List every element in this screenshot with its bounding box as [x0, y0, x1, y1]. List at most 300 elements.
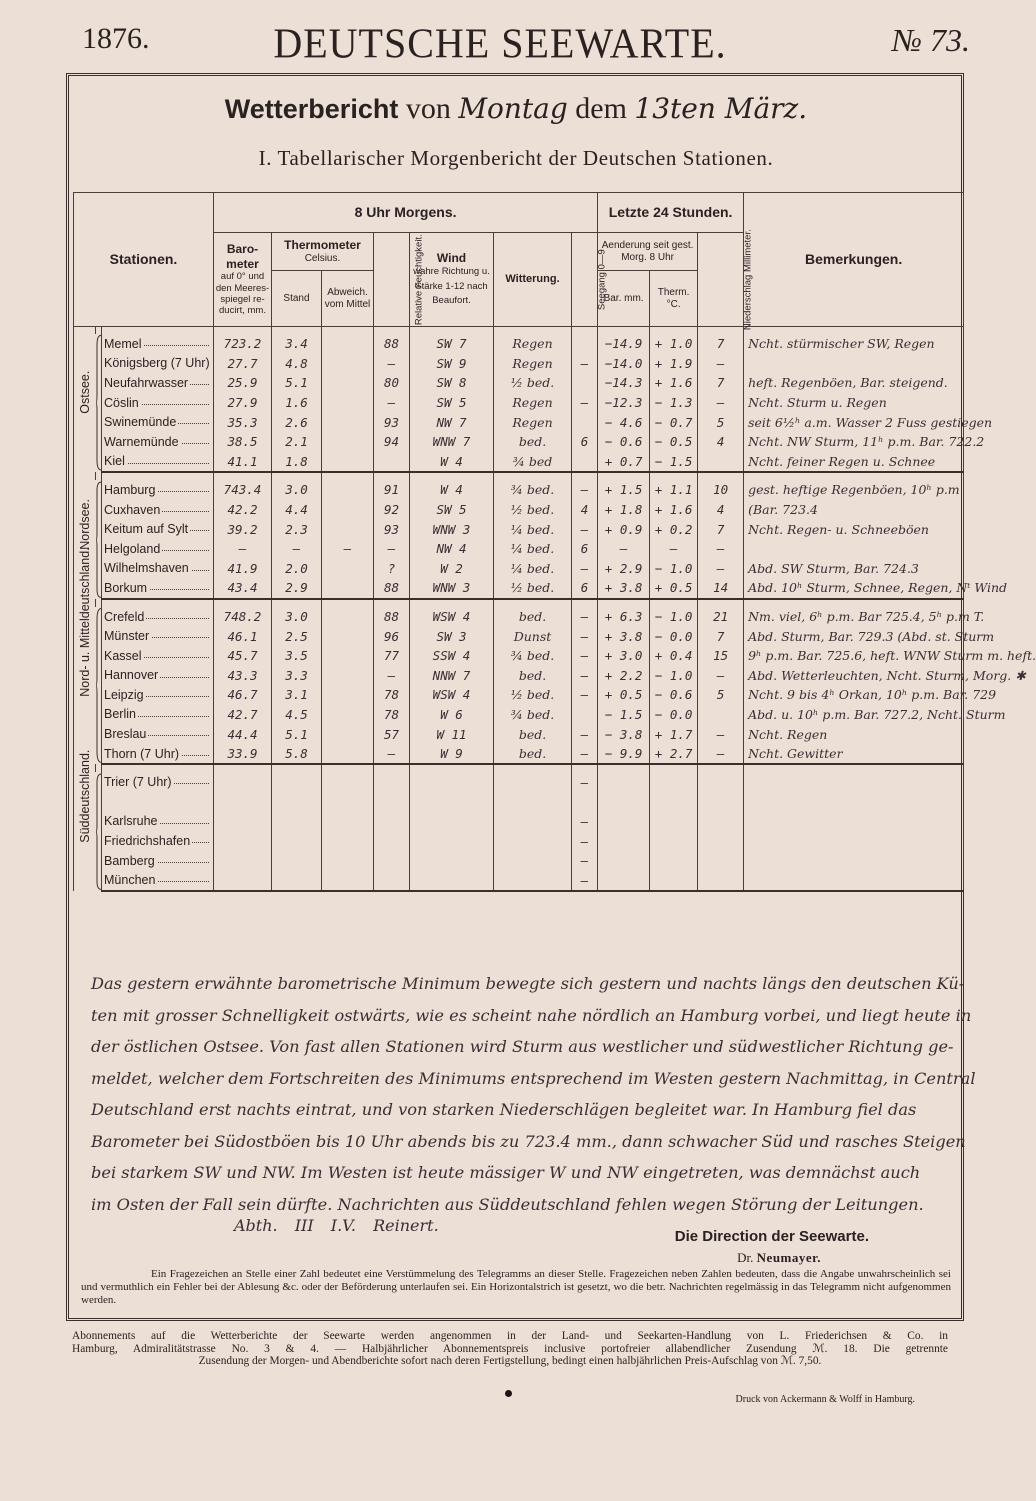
weather-cell: ¾ bed — [494, 452, 572, 473]
table-row — [74, 705, 964, 725]
station-label: Königsberg (7 Uhr) — [104, 356, 210, 371]
weather-cell — [494, 831, 572, 851]
station-name — [102, 870, 214, 891]
humidity-cell — [374, 831, 410, 851]
remarks-cell: Abd. SW Sturm, Bar. 724.3 — [744, 559, 964, 579]
spacer-cell — [374, 764, 410, 772]
rain-cell: 14 — [698, 578, 744, 599]
temp-cell: 2.6 — [272, 412, 322, 432]
remarks-cell — [744, 812, 964, 832]
spacer-cell — [74, 472, 96, 480]
bar-change-cell: − 3.8 — [598, 724, 650, 744]
group-spacer — [74, 764, 964, 772]
remarks-cell: Abd. u. 10ʰ p.m. Bar. 727.2, Ncht. Sturm — [744, 705, 964, 725]
deviation-cell — [322, 452, 374, 473]
wind-cell: SW 5 — [410, 393, 494, 413]
wind-cell: WNW 7 — [410, 432, 494, 452]
morning-header: 8 Uhr Morgens. — [214, 193, 598, 233]
weather-cell: Regen — [494, 393, 572, 413]
bar-change-cell: −12.3 — [598, 393, 650, 413]
weather-cell: bed. — [494, 666, 572, 686]
station-name — [102, 646, 214, 666]
therm-change-cell — [650, 831, 698, 851]
weather-cell: ½ bed. — [494, 578, 572, 599]
group-spacer — [74, 472, 964, 480]
deviation-cell — [322, 792, 374, 812]
region-label — [74, 334, 96, 472]
therm-change-cell — [650, 772, 698, 792]
remarks-cell — [744, 354, 964, 374]
publication-name: DEUTSCHE SEEWARTE. — [273, 19, 727, 68]
therm-change-cell: + 1.6 — [650, 373, 698, 393]
station-name — [102, 500, 214, 520]
barometer-cell: 39.2 — [214, 519, 272, 539]
humidity-cell: 57 — [374, 724, 410, 744]
therm-change-cell: − 1.0 — [650, 666, 698, 686]
deviation-cell — [322, 646, 374, 666]
masthead — [0, 18, 1000, 68]
subscription-line: Hamburg, Admiralitätstrasse No. 3 & 4. — Halbjährlicher Abonnementspreis inclusive portofreier allabendlicher Zusendung ℳ. 18. Die getrennte — [72, 1342, 948, 1355]
spacer-cell — [272, 599, 322, 607]
table-row — [74, 724, 964, 744]
barometer-cell: 748.2 — [214, 607, 272, 627]
therm-change-cell: − 1.0 — [650, 559, 698, 579]
spacer-cell — [272, 327, 322, 335]
wind-cell: NW 4 — [410, 539, 494, 559]
spacer-cell — [214, 599, 272, 607]
table-row — [74, 393, 964, 413]
wind-cell: WNW 3 — [410, 578, 494, 599]
bar-change-cell: + 3.8 — [598, 626, 650, 646]
therm-change-cell — [650, 870, 698, 891]
weather-cell: bed. — [494, 744, 572, 765]
deviation-cell — [322, 412, 374, 432]
seegang-cell: 6 — [572, 539, 598, 559]
station-label: Crefeld — [104, 609, 145, 624]
spacer-cell — [410, 472, 494, 480]
therm-change-cell: — — [650, 539, 698, 559]
remarks-cell: Ncht. 9 bis 4ʰ Orkan, 10ʰ p.m. Bar. 729 — [744, 685, 964, 705]
deviation-cell — [322, 373, 374, 393]
deviation-cell — [322, 354, 374, 374]
station-name — [102, 432, 214, 452]
station-name — [102, 792, 214, 812]
seegang-cell: — — [572, 354, 598, 374]
therm-change-cell: + 0.5 — [650, 578, 698, 599]
weather-cell — [494, 792, 572, 812]
deviation-cell — [322, 870, 374, 891]
region-text: Ostsee. — [77, 370, 92, 414]
seegang-cell: — — [572, 851, 598, 871]
seegang-cell: — — [572, 812, 598, 832]
spacer-cell — [698, 599, 744, 607]
bar-change-cell: + 2.2 — [598, 666, 650, 686]
wind-cell: W 9 — [410, 744, 494, 765]
region-text: Süddeutschland. — [77, 749, 92, 843]
table-row — [74, 519, 964, 539]
title-dem: dem — [575, 92, 627, 125]
seegang-cell: — — [572, 724, 598, 744]
remarks-cell: Abd. 10ʰ Sturm, Schnee, Regen, Nᵗ Wind — [744, 578, 964, 599]
wind-cell: NW 7 — [410, 412, 494, 432]
rain-cell: 15 — [698, 646, 744, 666]
year: 1876. — [82, 22, 150, 55]
humidity-cell: ? — [374, 559, 410, 579]
weather-cell — [494, 772, 572, 792]
humidity-cell: 88 — [374, 334, 410, 354]
bar-change-cell: −14.3 — [598, 373, 650, 393]
seegang-label: Seegang 0—9 — [596, 248, 608, 310]
station-label: Friedrichshafen — [104, 834, 191, 849]
rain-cell: — — [698, 666, 744, 686]
spacer-cell — [410, 599, 494, 607]
seegang-cell: 6 — [572, 432, 598, 452]
wind-cell: SW 8 — [410, 373, 494, 393]
weather-cell: Regen — [494, 354, 572, 374]
spacer-cell — [214, 327, 272, 335]
bar-change-cell: − 0.6 — [598, 432, 650, 452]
temp-cell: 4.4 — [272, 500, 322, 520]
barometer-cell — [214, 772, 272, 792]
therm-change-cell: + 1.7 — [650, 724, 698, 744]
table-row — [74, 607, 964, 627]
barometer-cell: 33.9 — [214, 744, 272, 765]
wind-cell: W 11 — [410, 724, 494, 744]
deviation-cell — [322, 744, 374, 765]
spacer-cell — [374, 599, 410, 607]
wind-title: Wind — [436, 250, 467, 265]
spacer-cell — [598, 764, 650, 772]
therm-change-cell: + 2.7 — [650, 744, 698, 765]
barometer-cell — [214, 870, 272, 891]
humidity-cell — [374, 452, 410, 473]
remarks-header: Bemerkungen. — [744, 193, 964, 327]
deviation-cell — [322, 666, 374, 686]
weather-cell: ¾ bed. — [494, 480, 572, 500]
rain-cell: 5 — [698, 412, 744, 432]
station-name — [102, 812, 214, 832]
bar-change-cell: − 4.6 — [598, 412, 650, 432]
bar-change-cell: + 6.3 — [598, 607, 650, 627]
report-frame — [66, 73, 1036, 1321]
wind-cell: W 2 — [410, 559, 494, 579]
temp-cell — [272, 812, 322, 832]
rain-cell — [698, 792, 744, 812]
barometer-cell: 41.9 — [214, 559, 272, 579]
station-label: München — [104, 873, 156, 888]
deviation-cell — [322, 334, 374, 354]
wind-cell: WSW 4 — [410, 607, 494, 627]
barometer-cell: 38.5 — [214, 432, 272, 452]
seegang-cell — [572, 334, 598, 354]
narrative-line: im Osten der Fall sein dürfte. Nachrichten aus Süddeutschland fehlen wegen Störung der Leitungen. — [91, 1194, 924, 1214]
table-row — [74, 452, 964, 473]
wind-cell: SW 7 — [410, 334, 494, 354]
humidity-cell: — — [374, 539, 410, 559]
spacer-cell — [272, 764, 322, 772]
temp-cell: 2.3 — [272, 519, 322, 539]
station-name — [102, 744, 214, 765]
spacer-cell — [698, 472, 744, 480]
bar-change-cell — [598, 851, 650, 871]
station-label: Neufahrwasser — [104, 375, 189, 390]
table-row — [74, 412, 964, 432]
rain-cell — [698, 705, 744, 725]
weather-cell: bed. — [494, 432, 572, 452]
weather-cell: ¼ bed. — [494, 519, 572, 539]
wind-sub: wahre Richtung u. Stärke 1-12 nach Beaufort. — [413, 266, 490, 306]
title-date: 13ten März. — [634, 92, 808, 125]
table-row — [74, 870, 964, 891]
table-row — [74, 500, 964, 520]
deviation-cell — [322, 559, 374, 579]
humidity-cell: 88 — [374, 607, 410, 627]
director-name: Neumayer. — [756, 1250, 821, 1265]
bar-change-header: Bar. mm. — [598, 271, 650, 327]
spacer-cell — [102, 764, 214, 772]
station-name — [102, 705, 214, 725]
table-row — [74, 792, 964, 812]
wind-cell: SW 3 — [410, 626, 494, 646]
therm-change-cell: − 0.0 — [650, 626, 698, 646]
deviation-cell — [322, 607, 374, 627]
station-name — [102, 685, 214, 705]
weather-header: Witterung. — [494, 233, 572, 327]
bar-change-cell: + 0.5 — [598, 685, 650, 705]
deviation-cell — [322, 831, 374, 851]
humidity-header — [374, 233, 425, 327]
deviation-cell — [322, 393, 374, 413]
deviation-cell — [322, 812, 374, 832]
rain-cell: 4 — [698, 500, 744, 520]
wind-cell: WSW 4 — [410, 685, 494, 705]
station-label: Keitum auf Sylt — [104, 522, 189, 537]
wind-cell — [410, 870, 494, 891]
rain-cell: 4 — [698, 432, 744, 452]
narrative-line: Deutschland erst nachts eintrat, und von starken Niederschlägen begleitet war. In Hamburg fiel das — [91, 1100, 917, 1119]
wind-cell: NNW 7 — [410, 666, 494, 686]
bar-change-cell — [598, 831, 650, 851]
temp-cell: 2.0 — [272, 559, 322, 579]
seegang-cell: — — [572, 666, 598, 686]
narrative-line: Das gestern erwähnte barometrische Minimum bewegte sich gestern und nachts längs den deutschen Kü- — [91, 974, 965, 993]
barometer-cell: 43.3 — [214, 666, 272, 686]
weather-cell: ¼ bed. — [494, 539, 572, 559]
region-text: Nord- u. Mitteldeutschland. — [77, 546, 92, 697]
remarks-cell: seit 6½ʰ a.m. Wasser 2 Fuss gestiegen — [744, 412, 964, 432]
table-row — [74, 559, 964, 579]
spacer-cell — [650, 764, 698, 772]
rain-cell — [698, 870, 744, 891]
barometer-title: Baro-meter — [226, 242, 259, 271]
weather-cell: ¼ bed. — [494, 559, 572, 579]
spacer-cell — [322, 764, 374, 772]
spacer-cell — [572, 472, 598, 480]
temp-cell — [272, 772, 322, 792]
remarks-cell: Nm. viel, 6ʰ p.m. Bar 725.4, 5ʰ p.m T. — [744, 607, 964, 627]
rain-cell: 5 — [698, 685, 744, 705]
weather-cell — [494, 812, 572, 832]
therm-change-cell: − 1.3 — [650, 393, 698, 413]
station-name — [102, 373, 214, 393]
spacer-cell — [102, 472, 214, 480]
station-name — [102, 772, 214, 792]
bar-change-cell — [598, 792, 650, 812]
remarks-cell — [744, 831, 964, 851]
spacer-cell — [374, 472, 410, 480]
temp-cell: 5.1 — [272, 373, 322, 393]
wind-cell: SW 5 — [410, 500, 494, 520]
deviation-cell — [322, 851, 374, 871]
seegang-cell: 4 — [572, 500, 598, 520]
station-name — [102, 539, 214, 559]
remarks-cell — [744, 870, 964, 891]
group-spacer — [74, 327, 964, 335]
station-name — [102, 578, 214, 599]
spacer-cell — [410, 327, 494, 335]
seegang-cell: — — [572, 685, 598, 705]
seegang-cell: — — [572, 772, 598, 792]
table-row — [74, 354, 964, 374]
remarks-cell: Ncht. Regen- u. Schneeböen — [744, 519, 964, 539]
station-name — [102, 334, 214, 354]
stand-header: Stand — [272, 271, 322, 327]
seegang-cell: — — [572, 744, 598, 765]
humidity-cell: 77 — [374, 646, 410, 666]
printer-credit: Druck von Ackermann & Wolff in Hamburg. — [735, 1394, 915, 1405]
table-row — [74, 851, 964, 871]
rain-cell: — — [698, 393, 744, 413]
narrative-line: ten mit grosser Schnelligkeit ostwärts, wie es scheint nahe nördlich an Hamburg vorbei, und liegt heute in — [91, 1005, 972, 1025]
humidity-cell: 96 — [374, 626, 410, 646]
table-row — [74, 646, 964, 666]
therm-change-cell: + 0.2 — [650, 519, 698, 539]
humidity-cell: 93 — [374, 412, 410, 432]
subscription-line: Abonnements auf die Wetterberichte der Seewarte werden angenommen in der Land- und Seekarten-Handlung von L. Friederichsen & Co. in — [72, 1330, 948, 1342]
seegang-cell: 6 — [572, 578, 598, 599]
seegang-cell: — — [572, 559, 598, 579]
spacer-cell — [572, 599, 598, 607]
station-name — [102, 851, 214, 871]
bar-change-cell — [598, 772, 650, 792]
station-name — [102, 412, 214, 432]
station-label: Hannover — [104, 668, 159, 683]
humidity-cell: — — [374, 666, 410, 686]
wind-cell: W 6 — [410, 705, 494, 725]
table-row — [74, 812, 964, 832]
spacer-cell — [214, 764, 272, 772]
temp-cell: 2.1 — [272, 432, 322, 452]
direction: Die Direction der Seewarte. — [674, 1228, 869, 1245]
rain-cell — [698, 851, 744, 871]
signature: Abth. III I.V. Reinert. — [234, 1216, 439, 1235]
temp-cell: 3.3 — [272, 666, 322, 686]
barometer-cell: 43.4 — [214, 578, 272, 599]
ink-dot — [505, 1390, 512, 1397]
thermometer-sub: Celsius. — [304, 252, 341, 264]
bar-change-cell — [598, 870, 650, 891]
rain-cell: — — [698, 559, 744, 579]
remarks-cell: (Bar. 723.4 — [744, 500, 964, 520]
seegang-cell — [572, 705, 598, 725]
spacer-cell — [322, 327, 374, 335]
barometer-cell: 45.7 — [214, 646, 272, 666]
subscription-line: Zusendung der Morgen- und Abendberichte sofort nach deren Fertigstellung, bedingt einen halbjährlichen Preis-Aufschlag von ℳ. 7,50. — [198, 1355, 822, 1367]
station-label: Bamberg — [104, 853, 155, 868]
barometer-cell — [214, 812, 272, 832]
table-row — [74, 373, 964, 393]
therm-change-cell: + 1.1 — [650, 480, 698, 500]
humidity-cell — [374, 812, 410, 832]
therm-change-cell — [650, 792, 698, 812]
weather-cell: ¾ bed. — [494, 705, 572, 725]
region-text: Nordsee. — [77, 499, 92, 551]
bar-change-cell — [598, 812, 650, 832]
spacer-cell — [272, 472, 322, 480]
seegang-cell: — — [572, 480, 598, 500]
director — [737, 1250, 821, 1266]
station-label: Kassel — [104, 648, 142, 663]
weather-cell: bed. — [494, 724, 572, 744]
remarks-cell — [744, 539, 964, 559]
bar-change-cell: + 0.7 — [598, 452, 650, 473]
temp-cell — [272, 831, 322, 851]
rain-cell: 7 — [698, 373, 744, 393]
station-label: Cöslin — [104, 395, 139, 410]
table-row — [74, 772, 964, 792]
weather-cell: bed. — [494, 607, 572, 627]
station-label: Trier (7 Uhr) — [104, 775, 172, 790]
spacer-cell — [494, 327, 572, 335]
seegang-cell — [572, 373, 598, 393]
station-name — [102, 354, 214, 374]
spacer-cell — [744, 599, 964, 607]
temp-cell — [272, 792, 322, 812]
spacer-cell — [494, 472, 572, 480]
spacer-cell — [102, 599, 214, 607]
barometer-cell: 25.9 — [214, 373, 272, 393]
station-name — [102, 607, 214, 627]
therm-change-cell: − 0.7 — [650, 412, 698, 432]
last24-header: Letzte 24 Stunden. — [598, 193, 744, 233]
deviation-cell — [322, 578, 374, 599]
station-name — [102, 480, 214, 500]
station-label: Leipzig — [104, 687, 144, 702]
table-row — [74, 626, 964, 646]
director-prefix: Dr. — [737, 1250, 754, 1265]
region-label — [74, 749, 96, 891]
barometer-cell: 46.1 — [214, 626, 272, 646]
bar-change-cell: − 1.5 — [598, 705, 650, 725]
spacer-cell — [74, 327, 96, 335]
weather-cell: Regen — [494, 412, 572, 432]
seegang-header — [572, 233, 608, 327]
weather-cell: Regen — [494, 334, 572, 354]
temp-cell — [272, 851, 322, 871]
temp-cell: 3.4 — [272, 334, 322, 354]
station-name — [102, 519, 214, 539]
table-row — [74, 480, 964, 500]
barometer-cell: 35.3 — [214, 412, 272, 432]
bar-change-cell: −14.9 — [598, 334, 650, 354]
subscription-info — [72, 1330, 948, 1368]
temp-cell — [272, 870, 322, 891]
title-prefix: Wetterbericht — [224, 94, 399, 124]
station-label: Hamburg — [104, 482, 156, 497]
station-label: Borkum — [104, 580, 148, 595]
wind-cell — [410, 851, 494, 871]
wind-cell — [410, 772, 494, 792]
